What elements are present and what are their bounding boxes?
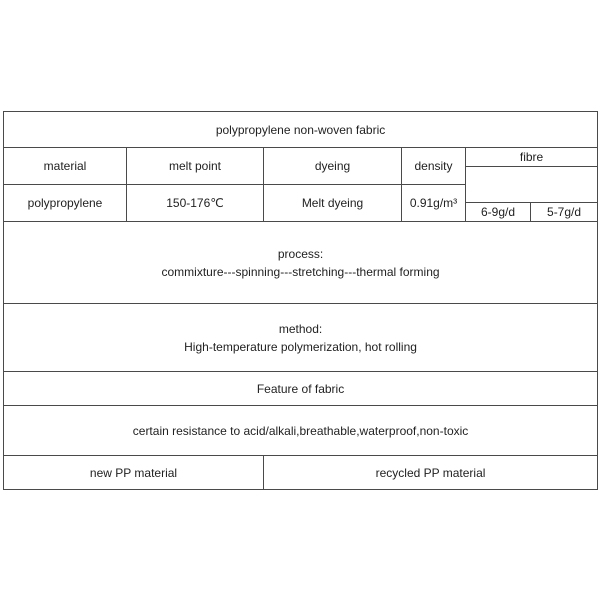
method-text: High-temperature polymerization, hot rolling xyxy=(184,339,417,354)
table-title: polypropylene non-woven fabric xyxy=(4,112,598,148)
feature-text: certain resistance to acid/alkali,breathable,waterproof,non-toxic xyxy=(4,406,598,456)
method-label: method: xyxy=(278,321,323,336)
header-density: density xyxy=(402,148,466,185)
header-fibre: fibre xyxy=(466,148,598,167)
spec-table xyxy=(3,111,598,490)
process-text: commixture---spinning---stretching---thermal forming xyxy=(161,264,440,279)
footer-recycled-material: recycled PP material xyxy=(264,456,598,490)
process-label: process: xyxy=(277,246,324,261)
header-dyeing: dyeing xyxy=(264,148,402,185)
method-cell xyxy=(4,304,598,372)
feature-heading: Feature of fabric xyxy=(4,372,598,406)
fibre-subheader-blank xyxy=(466,167,598,203)
value-dyeing: Melt dyeing xyxy=(264,185,402,222)
process-cell xyxy=(4,222,598,304)
value-density: 0.91g/m³ xyxy=(402,185,466,222)
header-material: material xyxy=(4,148,127,185)
value-material: polypropylene xyxy=(4,185,127,222)
header-melt-point: melt point xyxy=(127,148,264,185)
value-melt-point: 150-176℃ xyxy=(127,185,264,222)
footer-new-material: new PP material xyxy=(4,456,264,490)
value-fibre-2: 5-7g/d xyxy=(531,203,598,222)
value-fibre-1: 6-9g/d xyxy=(466,203,531,222)
